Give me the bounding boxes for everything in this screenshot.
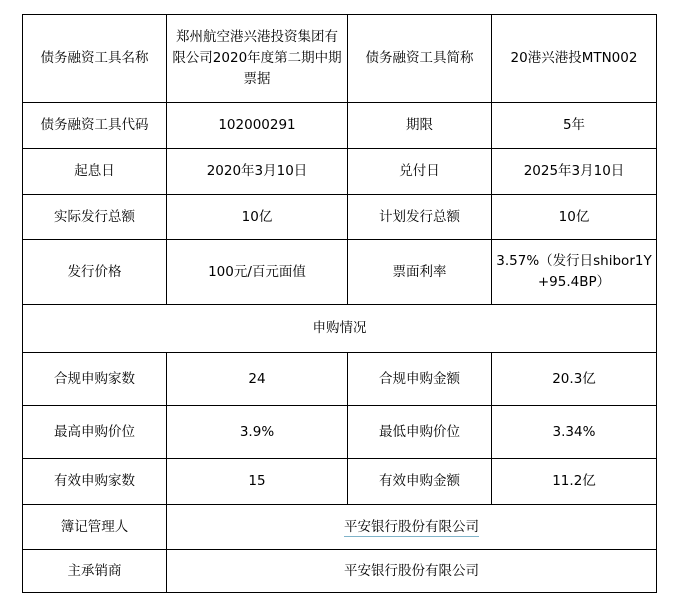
actual-issue-value: 10亿 — [167, 195, 348, 240]
registrar-value-cell — [167, 505, 657, 550]
name-value: 郑州航空港兴港投资集团有限公司2020年度第二期中期票据 — [167, 15, 348, 103]
price-value: 100元/百元面值 — [167, 240, 348, 305]
planned-issue-value: 10亿 — [492, 195, 657, 240]
section-title: 申购情况 — [23, 305, 657, 353]
underwriter-value: 平安银行股份有限公司 — [167, 550, 657, 593]
registrar-link[interactable]: 平安银行股份有限公司 — [344, 518, 479, 535]
table-row — [23, 550, 657, 593]
table-row — [23, 406, 657, 459]
actual-issue-label: 实际发行总额 — [23, 195, 167, 240]
table-row — [23, 149, 657, 195]
payment-date-value: 2025年3月10日 — [492, 149, 657, 195]
payment-date-label: 兑付日 — [348, 149, 492, 195]
valid-amount-value: 11.2亿 — [492, 459, 657, 505]
table-row — [23, 505, 657, 550]
compliant-amount-value: 20.3亿 — [492, 353, 657, 406]
lowest-price-label: 最低申购价位 — [348, 406, 492, 459]
compliant-count-label: 合规申购家数 — [23, 353, 167, 406]
bond-info-table — [22, 14, 657, 593]
valid-amount-label: 有效申购金额 — [348, 459, 492, 505]
name-label: 债务融资工具名称 — [23, 15, 167, 103]
interest-date-value: 2020年3月10日 — [167, 149, 348, 195]
short-name-value: 20港兴港投MTN002 — [492, 15, 657, 103]
table-row — [23, 305, 657, 353]
lowest-price-value: 3.34% — [492, 406, 657, 459]
coupon-value: 3.57%（发行日shibor1Y+95.4BP） — [492, 240, 657, 305]
table-row — [23, 103, 657, 149]
interest-date-label: 起息日 — [23, 149, 167, 195]
valid-count-label: 有效申购家数 — [23, 459, 167, 505]
code-value: 102000291 — [167, 103, 348, 149]
table-row — [23, 459, 657, 505]
valid-count-value: 15 — [167, 459, 348, 505]
registrar-label: 簿记管理人 — [23, 505, 167, 550]
short-name-label: 债务融资工具简称 — [348, 15, 492, 103]
highest-price-label: 最高申购价位 — [23, 406, 167, 459]
table-row — [23, 353, 657, 406]
planned-issue-label: 计划发行总额 — [348, 195, 492, 240]
term-value: 5年 — [492, 103, 657, 149]
compliant-count-value: 24 — [167, 353, 348, 406]
price-label: 发行价格 — [23, 240, 167, 305]
coupon-label: 票面利率 — [348, 240, 492, 305]
underwriter-label: 主承销商 — [23, 550, 167, 593]
table-row — [23, 195, 657, 240]
term-label: 期限 — [348, 103, 492, 149]
compliant-amount-label: 合规申购金额 — [348, 353, 492, 406]
table-row — [23, 15, 657, 103]
code-label: 债务融资工具代码 — [23, 103, 167, 149]
highest-price-value: 3.9% — [167, 406, 348, 459]
table-row — [23, 240, 657, 305]
